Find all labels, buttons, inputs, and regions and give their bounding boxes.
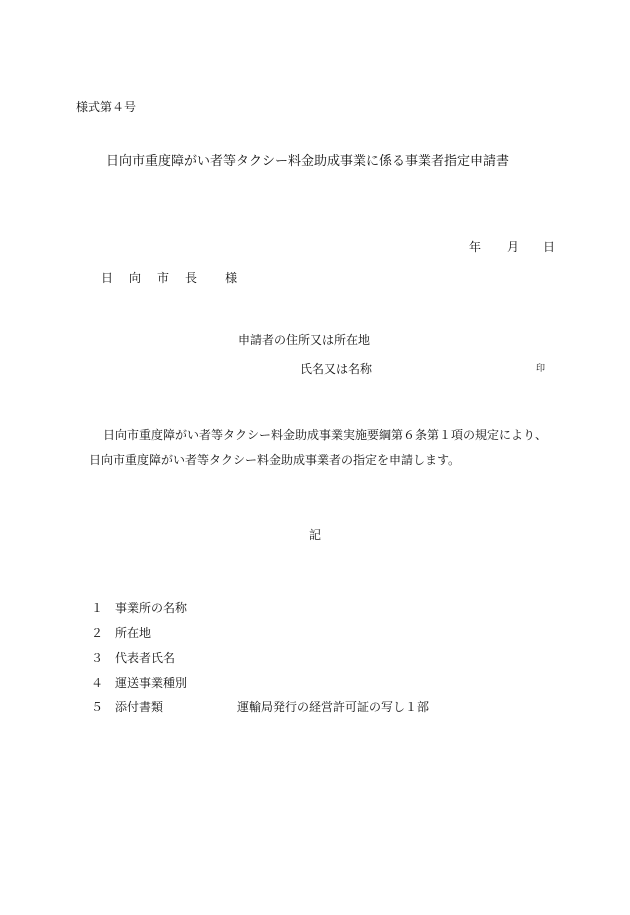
item-label: 代表者氏名: [115, 651, 176, 665]
date-year-label: 年: [469, 240, 482, 254]
item-number: ３: [91, 651, 104, 665]
body-text-line-2: 日向市重度障がい者等タクシー料金助成事業者の指定を申請します。: [89, 453, 461, 467]
date-month-label: 月: [507, 240, 520, 254]
addressee-char: 向: [129, 271, 142, 285]
seal-mark: 印: [536, 364, 546, 374]
form-number: 様式第４号: [76, 100, 137, 114]
ki-heading: 記: [309, 528, 322, 542]
addressee: [101, 272, 237, 284]
applicant-address-label: 申請者の住所又は所在地: [238, 333, 371, 347]
item-label: 運送事業種別: [115, 676, 188, 690]
addressee-char: 長: [185, 271, 198, 285]
applicant-name-label: 氏名又は名称: [300, 362, 373, 376]
item-label: 所在地: [115, 626, 152, 640]
addressee-honorific: 様: [225, 271, 238, 285]
addressee-char: 市: [157, 271, 170, 285]
item-label: 事業所の名称: [115, 601, 188, 615]
addressee-char: 日: [101, 271, 114, 285]
item-label: 添付書類: [115, 700, 164, 714]
body-text-line-1: 日向市重度障がい者等タクシー料金助成事業実施要綱第６条第１項の規定により、: [103, 428, 548, 442]
item-number: ４: [91, 676, 104, 690]
item-number: ５: [91, 700, 104, 714]
date-day-label: 日: [543, 240, 556, 254]
item-value: 運輸局発行の経営許可証の写し１部: [237, 700, 430, 714]
item-number: １: [91, 601, 104, 615]
document-title: 日向市重度障がい者等タクシー料金助成事業に係る事業者指定申請書: [106, 154, 510, 169]
item-number: ２: [91, 626, 104, 640]
